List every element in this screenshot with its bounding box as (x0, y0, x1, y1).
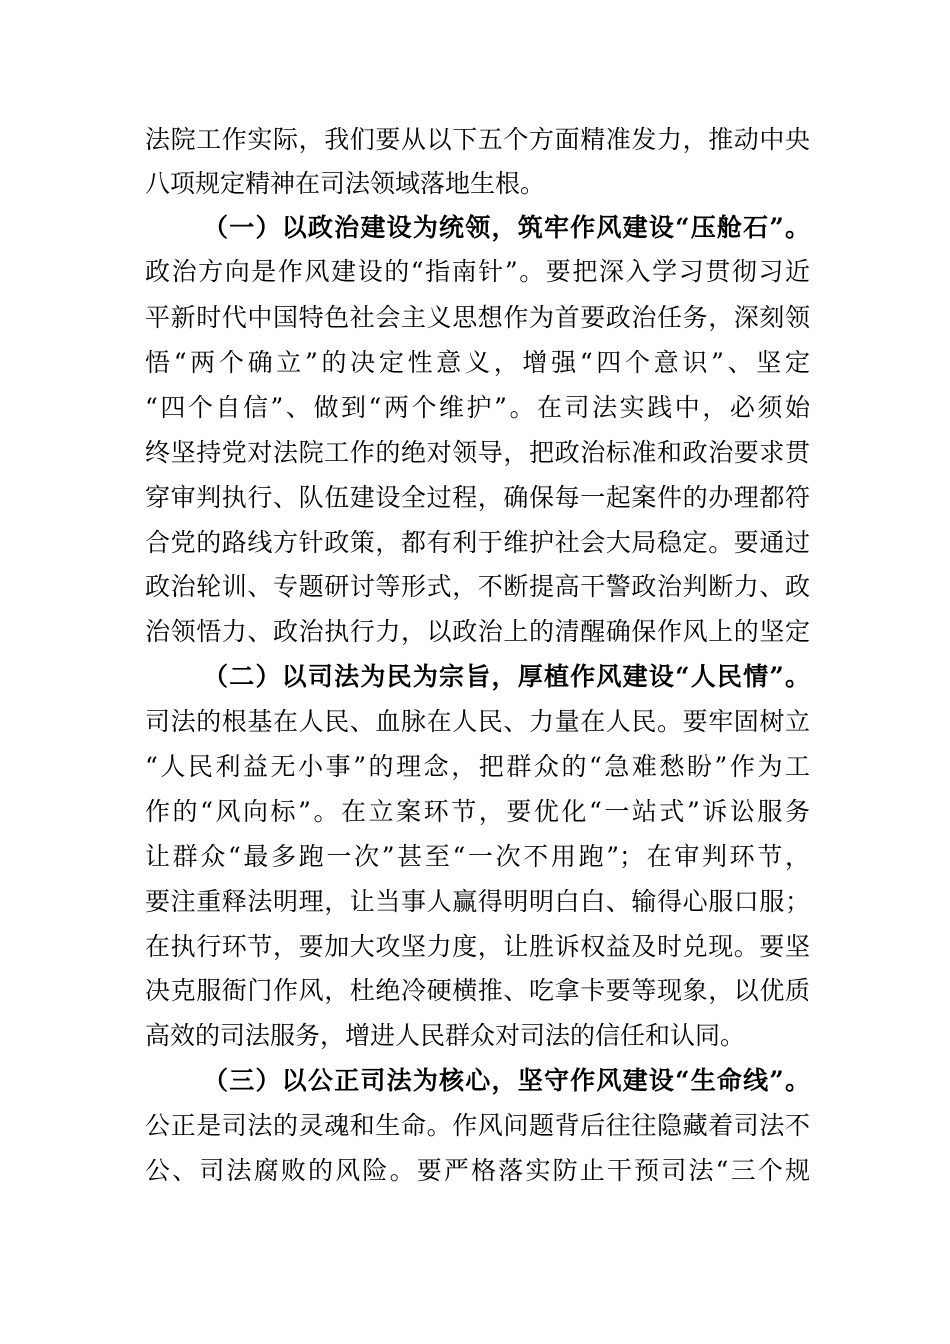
text-line: 悟“两个确立”的决定性意义，增强“四个意识”、坚定 (145, 348, 810, 377)
text-line: 让群众“最多跑一次”甚至“一次不用跑”；在审判环节， (145, 842, 810, 871)
text-line: 司法的根基在人民、血脉在人民、力量在人民。要牢固树立 (145, 707, 810, 736)
section-heading-3: （三）以公正司法为核心，坚守作风建设“生命线”。 (203, 1066, 810, 1095)
text-line: 平新时代中国特色社会主义思想作为首要政治任务，深刻领 (145, 303, 810, 332)
text-line: 高效的司法服务，增进人民群众对司法的信任和认同。 (145, 1021, 746, 1050)
text-line: “四个自信”、做到“两个维护”。在司法实践中，必须始 (145, 393, 810, 422)
text-line: 终坚持党对法院工作的绝对领导，把政治标准和政治要求贯 (145, 438, 810, 467)
text-line: 要注重释法明理，让当事人赢得明明白白、输得心服口服； (145, 887, 810, 916)
section-heading-1: （一）以政治建设为统领，筑牢作风建设“压舱石”。 (203, 213, 810, 242)
text-line: 合党的路线方针政策，都有利于维护社会大局稳定。要通过 (145, 528, 810, 557)
text-line: 公、司法腐败的风险。要严格落实防止干预司法“三个规 (145, 1156, 810, 1185)
text-line: 法院工作实际，我们要从以下五个方面精准发力，推动中央 (145, 125, 810, 154)
text-line: 政治轮训、专题研讨等形式，不断提高干警政治判断力、政 (145, 572, 810, 601)
text-line: 八项规定精神在司法领域落地生根。 (145, 169, 546, 198)
text-line: 公正是司法的灵魂和生命。作风问题背后往往隐藏着司法不 (145, 1111, 810, 1140)
text-line: 在执行环节，要加大攻坚力度，让胜诉权益及时兑现。要坚 (145, 932, 810, 961)
text-line: 政治方向是作风建设的“指南针”。要把深入学习贯彻习近 (145, 257, 810, 286)
section-heading-2: （二）以司法为民为宗旨，厚植作风建设“人民情”。 (203, 662, 810, 691)
text-line: 决克服衙门作风，杜绝冷硬横推、吃拿卡要等现象，以优质 (145, 976, 810, 1005)
text-line: “人民利益无小事”的理念，把群众的“急难愁盼”作为工 (145, 752, 810, 781)
text-line: 穿审判执行、队伍建设全过程，确保每一起案件的办理都符 (145, 483, 810, 512)
text-line: 作的“风向标”。在立案环节，要优化“一站式”诉讼服务 (145, 797, 810, 826)
text-line: 治领悟力、政治执行力，以政治上的清醒确保作风上的坚定 (145, 617, 810, 646)
